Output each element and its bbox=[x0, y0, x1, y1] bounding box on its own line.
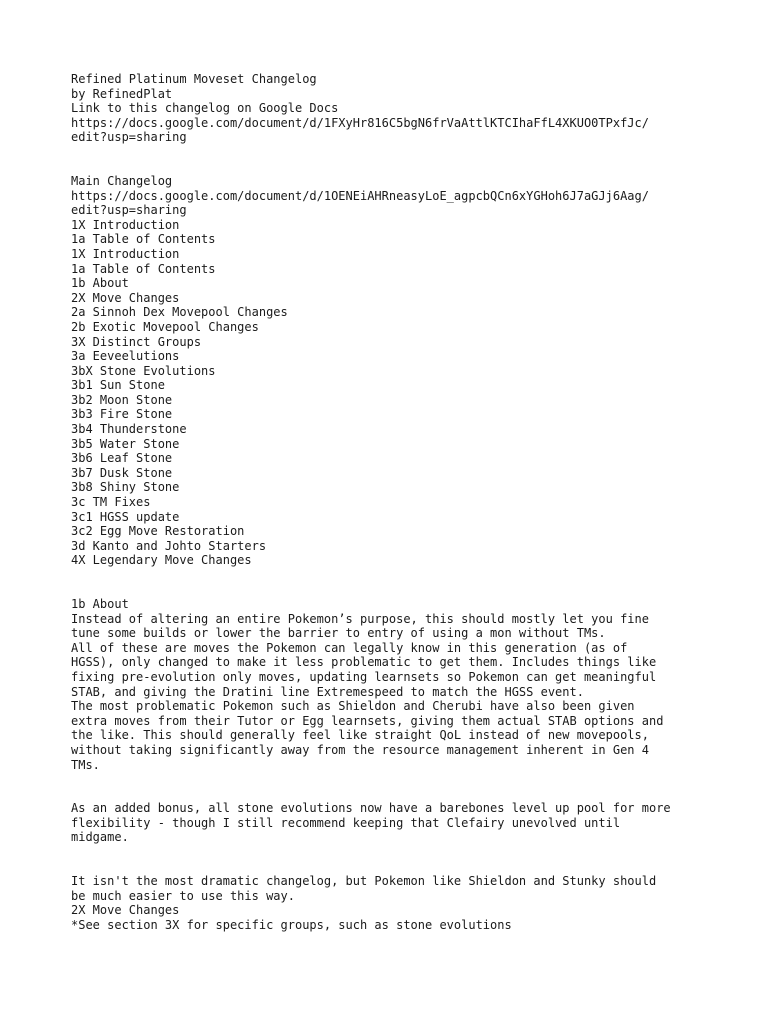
bonus-paragraph-line: flexibility - though I still recommend keeping that Clefairy unevolved until bbox=[71, 815, 621, 830]
toc-item: 3b8 Shiny Stone bbox=[71, 480, 180, 495]
table-of-contents bbox=[71, 218, 711, 568]
toc-item: 1b About bbox=[71, 276, 129, 291]
spacer bbox=[71, 845, 711, 874]
toc-item: 1X Introduction bbox=[71, 217, 180, 232]
bonus-paragraph-line: As an added bonus, all stone evolutions now have a barebones level up pool for more bbox=[71, 801, 671, 816]
toc-item: 4X Legendary Move Changes bbox=[71, 553, 252, 568]
toc-item: 3b6 Leaf Stone bbox=[71, 451, 173, 466]
toc-item: 3c2 Egg Move Restoration bbox=[71, 524, 245, 539]
spacer bbox=[71, 145, 711, 174]
toc-item: 3d Kanto and Johto Starters bbox=[71, 538, 267, 553]
closing-paragraph bbox=[71, 874, 711, 932]
about-section bbox=[71, 597, 711, 772]
about-paragraph-line: extra moves from their Tutor or Egg learnsets, giving them actual STAB options and bbox=[71, 713, 664, 728]
toc-item: 3X Distinct Groups bbox=[71, 334, 202, 349]
about-paragraph-line: Instead of altering an entire Pokemon’s purpose, this should mostly let you fine bbox=[71, 611, 649, 626]
move-changes-heading: 2X Move Changes bbox=[71, 903, 180, 918]
document-content bbox=[71, 72, 711, 932]
toc-item: 3b5 Water Stone bbox=[71, 436, 180, 451]
move-changes-note: *See section 3X for specific groups, such as stone evolutions bbox=[71, 917, 512, 932]
about-paragraph-line: tune some builds or lower the barrier to entry of using a mon without TMs. bbox=[71, 626, 606, 641]
main-changelog-block bbox=[71, 174, 711, 568]
about-paragraph-line: without taking significantly away from the resource management inherent in Gen 4 bbox=[71, 742, 649, 757]
about-paragraph-line: STAB, and giving the Dratini line Extremespeed to match the HGSS event. bbox=[71, 684, 584, 699]
toc-item: 2a Sinnoh Dex Movepool Changes bbox=[71, 305, 288, 320]
main-changelog-url-continued[interactable]: edit?usp=sharing bbox=[71, 203, 187, 218]
bonus-paragraph bbox=[71, 801, 711, 845]
about-paragraph-line: fixing pre-evolution only moves, updating learnsets so Pokemon can get meaningful bbox=[71, 669, 657, 684]
changelog-link-url-continued[interactable]: edit?usp=sharing bbox=[71, 130, 187, 145]
about-paragraph-line: The most problematic Pokemon such as Shieldon and Cherubi have also been given bbox=[71, 699, 635, 714]
toc-item: 3b7 Dusk Stone bbox=[71, 465, 173, 480]
changelog-link-url[interactable]: https://docs.google.com/document/d/1FXyHr816C5bgN6frVaAttlKTCIhaFfL4XKUO0TPxfJc/ bbox=[71, 115, 649, 130]
toc-item: 3b3 Fire Stone bbox=[71, 407, 173, 422]
about-paragraph-line: the like. This should generally feel like straight QoL instead of new movepools, bbox=[71, 728, 649, 743]
about-heading: 1b About bbox=[71, 597, 129, 611]
header-block bbox=[71, 72, 711, 145]
main-changelog-title: Main Changelog bbox=[71, 173, 173, 188]
toc-item: 2X Move Changes bbox=[71, 290, 180, 305]
toc-item: 3b2 Moon Stone bbox=[71, 392, 173, 407]
document-author: by RefinedPlat bbox=[71, 86, 173, 101]
toc-item: 2b Exotic Movepool Changes bbox=[71, 319, 259, 334]
toc-item: 3a Eeveelutions bbox=[71, 349, 180, 364]
closing-paragraph-line: It isn't the most dramatic changelog, but Pokemon like Shieldon and Stunky should bbox=[71, 873, 657, 888]
toc-item: 3b4 Thunderstone bbox=[71, 422, 187, 437]
spacer bbox=[71, 772, 711, 801]
toc-item: 1a Table of Contents bbox=[71, 261, 216, 276]
about-paragraph-line: All of these are moves the Pokemon can legally know in this generation (as of bbox=[71, 640, 628, 655]
toc-item: 3c1 HGSS update bbox=[71, 509, 180, 524]
changelog-link-label[interactable]: Link to this changelog on Google Docs bbox=[71, 101, 339, 116]
bonus-paragraph-line: midgame. bbox=[71, 830, 129, 845]
toc-item: 3b1 Sun Stone bbox=[71, 378, 165, 393]
closing-paragraph-line: be much easier to use this way. bbox=[71, 888, 295, 903]
toc-item: 1X Introduction bbox=[71, 246, 180, 261]
toc-item: 3c TM Fixes bbox=[71, 495, 151, 510]
toc-item: 1a Table of Contents bbox=[71, 232, 216, 247]
main-changelog-url[interactable]: https://docs.google.com/document/d/1OENEiAHRneasyLoE_agpcbQCn6xYGHoh6J7aGJj6Aag/ bbox=[71, 188, 649, 203]
spacer bbox=[71, 568, 711, 597]
about-paragraph-line: HGSS), only changed to make it less problematic to get them. Includes things like bbox=[71, 655, 657, 670]
document-title: Refined Platinum Moveset Changelog bbox=[71, 72, 317, 86]
about-paragraph-line: TMs. bbox=[71, 757, 100, 772]
toc-item: 3bX Stone Evolutions bbox=[71, 363, 216, 378]
